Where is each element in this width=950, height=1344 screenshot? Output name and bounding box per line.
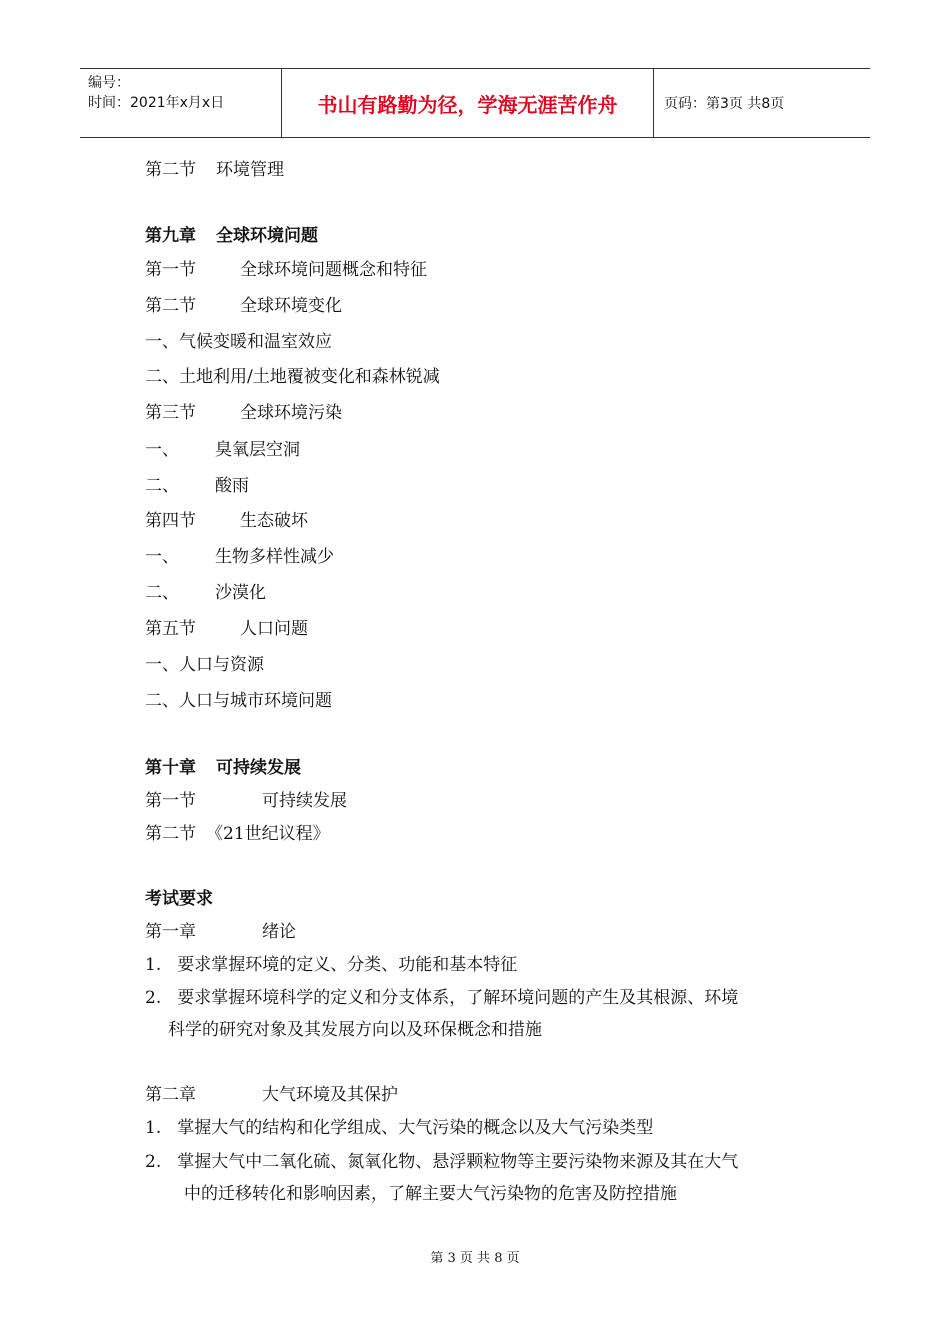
time-label: 时间：2021年x月x日 xyxy=(88,95,225,111)
line-item: 二、 酸雨 xyxy=(145,476,249,496)
line-section: 第四节 生态破坏 xyxy=(145,511,308,531)
list-item: 1. 要求掌握环境的定义、分类、功能和基本特征 xyxy=(145,955,518,975)
line-section: 第二节 《21世纪议程》 xyxy=(145,824,330,844)
line-item: 二、 沙漠化 xyxy=(145,583,266,603)
line-section: 第三节 全球环境污染 xyxy=(145,403,342,423)
list-item: 2. 掌握大气中二氧化硫、氮氧化物、悬浮颗粒物等主要污染物来源及其在大气 xyxy=(145,1152,739,1172)
line-section: 第一节 可持续发展 xyxy=(145,791,347,811)
header-meta xyxy=(80,69,282,137)
header-motto: 书山有路勤为径，学海无涯苦作舟 xyxy=(282,69,654,137)
section-heading: 考试要求 xyxy=(145,889,213,909)
number-label: 编号： xyxy=(88,75,130,91)
line-item: 一、人口与资源 xyxy=(145,655,264,675)
chapter-heading: 第十章 可持续发展 xyxy=(145,758,301,778)
line-section: 第五节 人口问题 xyxy=(145,619,308,639)
line-section: 第二节 全球环境变化 xyxy=(145,296,342,316)
line-section: 第一节 全球环境问题概念和特征 xyxy=(145,260,427,280)
header-page-info: 页码：第3页 共8页 xyxy=(664,96,785,112)
chapter-heading: 第九章 全球环境问题 xyxy=(145,226,318,246)
list-item: 2. 要求掌握环境科学的定义和分支体系，了解环境问题的产生及其根源、环境 xyxy=(145,988,739,1008)
line-item: 一、 生物多样性减少 xyxy=(145,547,334,567)
list-item-continuation: 中的迁移转化和影响因素，了解主要大气污染物的危害及防控措施 xyxy=(184,1184,677,1204)
page-header xyxy=(80,68,870,138)
line-item: 二、人口与城市环境问题 xyxy=(145,691,332,711)
line-item: 二、土地利用/土地覆被变化和森林锐减 xyxy=(145,367,440,387)
page-footer: 第 3 页 共 8 页 xyxy=(430,1251,520,1266)
list-item-continuation: 科学的研究对象及其发展方向以及环保概念和措施 xyxy=(168,1020,542,1040)
list-item: 1. 掌握大气的结构和化学组成、大气污染的概念以及大气污染类型 xyxy=(145,1118,654,1138)
line-item: 一、 臭氧层空洞 xyxy=(145,440,300,460)
line-section: 第二章 大气环境及其保护 xyxy=(145,1085,398,1105)
line-section: 第二节 环境管理 xyxy=(145,160,284,180)
line-section: 第一章 绪论 xyxy=(145,922,296,942)
line-item: 一、气候变暖和温室效应 xyxy=(145,332,332,352)
